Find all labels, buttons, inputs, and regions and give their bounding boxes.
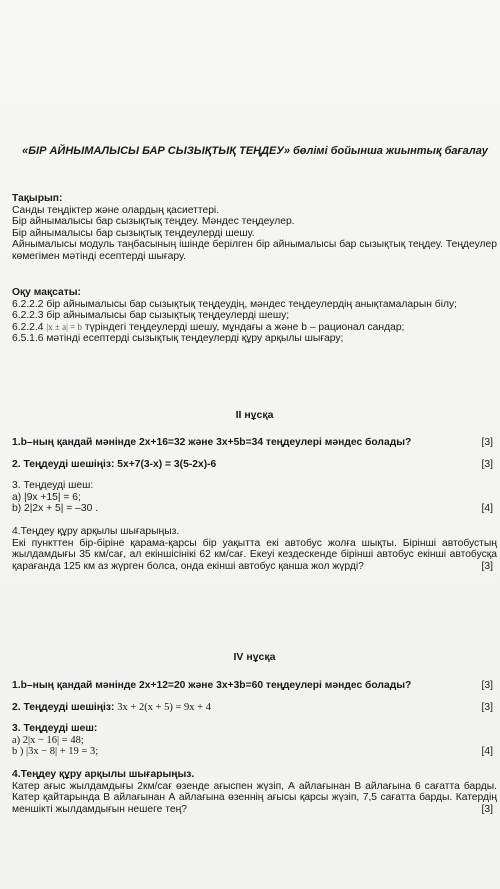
goal-line (12, 322, 497, 334)
question-subitem: а) 2|x − 16| = 48; (12, 734, 84, 746)
question-row (12, 437, 497, 449)
question-row (12, 503, 497, 515)
topic-line: Бір айнымалысы бар сызықтық теңдеулерді шешу. (12, 227, 255, 239)
question-mark: [3] (481, 803, 493, 815)
goal-line: 6.2.2.2 бір айнымалысы бар сызықтық теңдеудің, мәндес теңдеулердің анықтамаларын білу; (12, 298, 458, 310)
question-row (12, 702, 497, 714)
question-mark: [3] (481, 437, 493, 448)
goal-line: 6.5.1.6 мәтінді есептерді сызықтық теңдеулерді құру арқылы шығару; (12, 333, 344, 345)
equation: 3x + 2(x + 5) = 9x + 4 (117, 701, 211, 713)
question-subitem: b ) |3x − 8| + 19 = 3; (12, 746, 99, 758)
modulus-formula: |x ± a| = b (46, 321, 82, 332)
question-text: 1.b–ның қандай мәнінде 2x+12=20 және 3x+3b=60 теңдеулері мәндес болады? (12, 680, 412, 691)
question-subitem: а) |9x +15| = 6; (12, 491, 81, 503)
question-text: 2. Теңдеуді шешіңіз: (12, 701, 115, 713)
variant-4-heading: IV нұсқа (233, 651, 276, 663)
question-text: 4.Теңдеу құру арқылы шығарыңыз. (12, 525, 180, 537)
topic-line: Айнымалысы модуль таңбасының ішінде берілген бір айнымалысы бар сызықтық теңдеу. Теңдеулер көмегімен мәтінді есептерді шығару. (12, 239, 497, 262)
question-mark: [3] (481, 560, 493, 572)
topic-heading: Тақырып: (12, 193, 63, 204)
question-mark: [3] (481, 458, 493, 470)
question-text: 3. Теңдеуді шеш: (12, 723, 98, 735)
question-text: 1.b–ның қандай мәнінде 2x+16=32 және 3x+5b=34 теңдеулері мәндес болады? (12, 437, 412, 448)
question-mark: [3] (481, 680, 493, 691)
goals-section (12, 287, 497, 345)
question-row (12, 746, 497, 758)
document-title: «БІР АЙНЫМАЛЫСЫ БАР СЫЗЫҚТЫҚ ТЕҢДЕУ» бөлімі бойынша жиынтық бағалау (22, 145, 488, 157)
word-problem-text: Катер ағыс жылдамдығы 2км/сағ өзенде ағыспен жүзіп, А айлағынан В айлағына 6 сағатта барды. Катер қайтарында В айлағынан А айлағына өзеннің ағысы қарсы жүзіп, 7,5 сағатта барды. Катердің меншікті жылдамдығын нешеге тең? (12, 780, 497, 815)
question-row (12, 680, 497, 692)
goal-text: түріндегі теңдеулерді шешу, мұндағы a және b – рационал сандар; (84, 321, 405, 333)
variant-4-section (12, 680, 497, 815)
question-subitem: b) 2|2x + 5| = –30 . (12, 503, 99, 515)
question-mark: [4] (481, 503, 493, 515)
topic-line: Санды теңдіктер және олардың қасиеттері. (12, 204, 220, 216)
goal-code: 6.2.2.4 (12, 321, 44, 333)
goals-heading: Оқу мақсаты: (12, 287, 81, 298)
question-row (12, 459, 497, 471)
question-text: 3. Теңдеуді шеш: (12, 480, 94, 492)
goal-line: 6.2.2.3 бір айнымалысы бар сызықтық теңдеулерді шешу; (12, 310, 290, 322)
topic-section (12, 193, 497, 263)
question-text: 2. Теңдеуді шешіңіз: 5x+7(3-x) = 3(5-2x)-6 (12, 458, 217, 470)
variant-2-heading: II нұсқа (235, 409, 274, 421)
question-text: 4.Теңдеу құру арқылы шығарыңыз. (12, 768, 195, 780)
topic-line: Бір айнымалысы бар сызықтық теңдеу. Мәндес теңдеулер. (12, 216, 295, 228)
question-mark: [4] (481, 746, 493, 758)
variant-2-section (12, 437, 497, 572)
word-problem-text: Екі пункттен бір-біріне қарама-қарсы бір уақытта екі автобус жолға шықты. Бірінші автобустың жылдамдығы 35 км/сағ, ал екіншісінікі 62 км/сағ. Екеуі кездескенде бірінші автобус екінші автобусқа қарағанда 125 км аз жүрген болса, онда екінші автобус қанша жол жүрді? (12, 537, 497, 572)
question-mark: [3] (481, 701, 493, 713)
